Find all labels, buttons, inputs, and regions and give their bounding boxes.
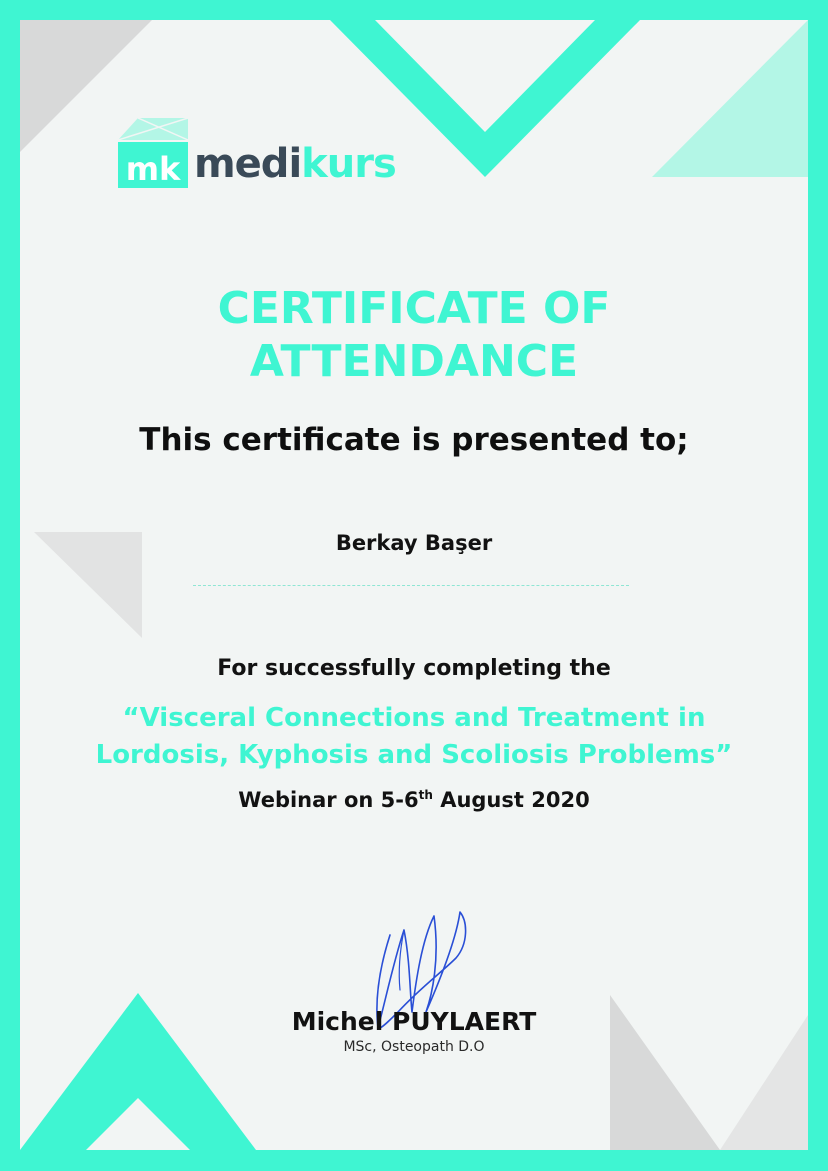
title-line-1: CERTIFICATE OF xyxy=(217,283,611,334)
webinar-ordinal: th xyxy=(418,788,433,802)
title-line-2: ATTENDANCE xyxy=(249,336,579,387)
webinar-date xyxy=(20,788,808,812)
course-line-1: “Visceral Connections and Treatment in xyxy=(122,703,706,733)
completing-text: For successfully completing the xyxy=(217,656,611,681)
recipient-name: Berkay Başer xyxy=(335,531,493,555)
medikurs-logo xyxy=(118,118,408,190)
signatory-name: Michel PUYLAERT xyxy=(291,1007,537,1036)
presented-to-text: This certificate is presented to; xyxy=(139,422,689,458)
webinar-month-year: August 2020 xyxy=(432,788,590,812)
course-title xyxy=(20,700,808,774)
logo-mark-text: mk xyxy=(125,150,181,188)
course-line-2: Lordosis, Kyphosis and Scoliosis Problems” xyxy=(95,740,733,770)
signatory-role: MSc, Osteopath D.O xyxy=(343,1039,485,1055)
logo-word-medi: medi xyxy=(194,141,302,187)
logo-wordmark xyxy=(194,140,396,188)
top-right-light-teal-triangle xyxy=(652,20,808,177)
recipient-underline xyxy=(193,585,629,586)
logo-word-kurs: kurs xyxy=(301,141,396,187)
webinar-prefix: Webinar on 5-6 xyxy=(238,788,419,812)
certificate-title xyxy=(20,282,808,388)
certificate-paper xyxy=(20,20,808,1150)
logo-mark xyxy=(118,118,190,190)
